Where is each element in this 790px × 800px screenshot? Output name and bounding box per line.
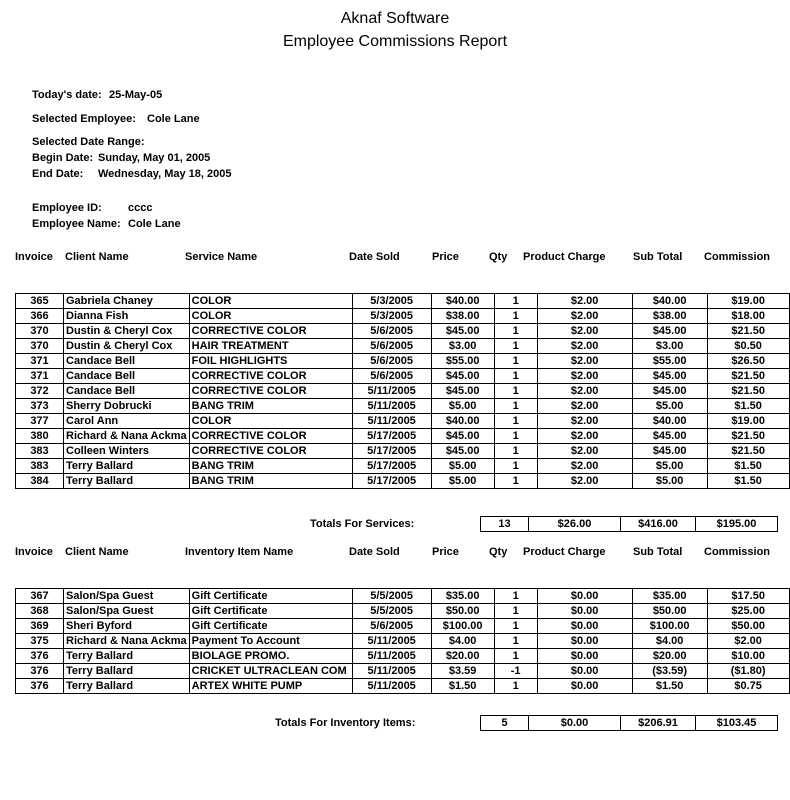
qty-cell: 1	[494, 634, 537, 649]
subtotal-cell: $38.00	[632, 309, 707, 324]
subtotal-cell: $45.00	[632, 429, 707, 444]
table-row	[16, 384, 790, 399]
subtotal-cell: $45.00	[632, 369, 707, 384]
client-name-cell: Salon/Spa Guest	[64, 604, 190, 619]
col-price-header: Price	[432, 251, 459, 263]
client-name-cell: Dustin & Cheryl Cox	[64, 324, 190, 339]
inv-col-date-header: Date Sold	[349, 546, 400, 558]
table-row	[16, 649, 790, 664]
client-name-cell: Gabriela Chaney	[64, 294, 190, 309]
invoice-cell: 365	[16, 294, 64, 309]
subtotal-cell: $5.00	[632, 459, 707, 474]
item-name-cell: BANG TRIM	[189, 474, 352, 489]
commission-cell: $18.00	[707, 309, 789, 324]
end-date-value: Wednesday, May 18, 2005	[98, 168, 232, 180]
price-cell: $1.50	[431, 679, 494, 694]
inv-col-qty-header: Qty	[489, 546, 508, 558]
begin-date-value: Sunday, May 01, 2005	[98, 152, 211, 164]
product-charge-cell: $0.00	[537, 664, 632, 679]
item-name-cell: Gift Certificate	[189, 619, 352, 634]
employee-id-value: cccc	[128, 202, 153, 214]
client-name-cell: Dianna Fish	[64, 309, 190, 324]
total-commission-cell: $103.45	[696, 716, 778, 731]
client-name-cell: Colleen Winters	[64, 444, 190, 459]
invoice-cell: 373	[16, 399, 64, 414]
price-cell: $50.00	[431, 604, 494, 619]
selected-employee-value: Cole Lane	[147, 113, 200, 125]
date-sold-cell: 5/6/2005	[352, 619, 431, 634]
qty-cell: 1	[494, 649, 537, 664]
table-row	[16, 679, 790, 694]
date-sold-cell: 5/6/2005	[352, 324, 431, 339]
inventory-table	[15, 588, 790, 694]
commission-cell: $25.00	[707, 604, 789, 619]
table-row	[16, 604, 790, 619]
date-sold-cell: 5/5/2005	[352, 604, 431, 619]
inventory-totals	[480, 715, 778, 731]
client-name-cell: Sherry Dobrucki	[64, 399, 190, 414]
qty-cell: 1	[494, 324, 537, 339]
qty-cell: 1	[494, 399, 537, 414]
table-row	[16, 634, 790, 649]
subtotal-cell: $5.00	[632, 474, 707, 489]
services-totals-label: Totals For Services:	[310, 518, 415, 530]
price-cell: $100.00	[431, 619, 494, 634]
table-row	[16, 354, 790, 369]
todays-date-label: Today's date:	[32, 89, 102, 101]
table-row	[16, 429, 790, 444]
end-date-label: End Date:	[32, 168, 84, 180]
qty-cell: 1	[494, 369, 537, 384]
invoice-cell: 368	[16, 604, 64, 619]
product-charge-cell: $2.00	[537, 429, 632, 444]
qty-cell: -1	[494, 664, 537, 679]
product-charge-cell: $0.00	[537, 649, 632, 664]
commission-cell: $21.50	[707, 429, 789, 444]
table-row	[16, 459, 790, 474]
price-cell: $45.00	[431, 369, 494, 384]
item-name-cell: CORRECTIVE COLOR	[189, 384, 352, 399]
qty-cell: 1	[494, 354, 537, 369]
product-charge-cell: $0.00	[537, 619, 632, 634]
product-charge-cell: $2.00	[537, 309, 632, 324]
date-sold-cell: 5/11/2005	[352, 664, 431, 679]
qty-cell: 1	[494, 429, 537, 444]
date-sold-cell: 5/3/2005	[352, 309, 431, 324]
qty-cell: 1	[494, 444, 537, 459]
totals-row	[481, 517, 778, 532]
commission-cell: $17.50	[707, 589, 789, 604]
client-name-cell: Sheri Byford	[64, 619, 190, 634]
price-cell: $35.00	[431, 589, 494, 604]
invoice-cell: 370	[16, 324, 64, 339]
subtotal-cell: $45.00	[632, 444, 707, 459]
subtotal-cell: $55.00	[632, 354, 707, 369]
subtotal-cell: $5.00	[632, 399, 707, 414]
product-charge-cell: $0.00	[537, 604, 632, 619]
col-service-header: Service Name	[185, 251, 258, 263]
invoice-cell: 383	[16, 444, 64, 459]
date-sold-cell: 5/6/2005	[352, 339, 431, 354]
commission-cell: $26.50	[707, 354, 789, 369]
table-row	[16, 619, 790, 634]
table-row	[16, 399, 790, 414]
table-row	[16, 339, 790, 354]
price-cell: $4.00	[431, 634, 494, 649]
invoice-cell: 384	[16, 474, 64, 489]
price-cell: $45.00	[431, 384, 494, 399]
date-sold-cell: 5/6/2005	[352, 354, 431, 369]
subtotal-cell: $3.00	[632, 339, 707, 354]
price-cell: $45.00	[431, 429, 494, 444]
price-cell: $20.00	[431, 649, 494, 664]
qty-cell: 1	[494, 414, 537, 429]
date-sold-cell: 5/11/2005	[352, 679, 431, 694]
item-name-cell: CORRECTIVE COLOR	[189, 429, 352, 444]
item-name-cell: Payment To Account	[189, 634, 352, 649]
commission-cell: $19.00	[707, 294, 789, 309]
commission-cell: $21.50	[707, 324, 789, 339]
employee-name-label: Employee Name:	[32, 218, 121, 230]
qty-cell: 1	[494, 474, 537, 489]
qty-cell: 1	[494, 459, 537, 474]
invoice-cell: 370	[16, 339, 64, 354]
item-name-cell: CORRECTIVE COLOR	[189, 324, 352, 339]
item-name-cell: ARTEX WHITE PUMP	[189, 679, 352, 694]
client-name-cell: Terry Ballard	[64, 649, 190, 664]
commission-cell: $21.50	[707, 444, 789, 459]
price-cell: $5.00	[431, 399, 494, 414]
invoice-cell: 376	[16, 679, 64, 694]
selected-range-label: Selected Date Range:	[32, 136, 145, 148]
table-row	[16, 444, 790, 459]
commission-cell: $10.00	[707, 649, 789, 664]
client-name-cell: Dustin & Cheryl Cox	[64, 339, 190, 354]
col-date-header: Date Sold	[349, 251, 400, 263]
item-name-cell: Gift Certificate	[189, 604, 352, 619]
item-name-cell: COLOR	[189, 294, 352, 309]
inv-col-commission-header: Commission	[704, 546, 771, 558]
price-cell: $3.59	[431, 664, 494, 679]
price-cell: $5.00	[431, 459, 494, 474]
product-charge-cell: $2.00	[537, 384, 632, 399]
total-product-charge-cell: $26.00	[529, 517, 621, 532]
qty-cell: 1	[494, 339, 537, 354]
subtotal-cell: $4.00	[632, 634, 707, 649]
qty-cell: 1	[494, 294, 537, 309]
invoice-cell: 369	[16, 619, 64, 634]
product-charge-cell: $2.00	[537, 459, 632, 474]
product-charge-cell: $2.00	[537, 339, 632, 354]
services-totals	[480, 516, 778, 532]
price-cell: $5.00	[431, 474, 494, 489]
total-commission-cell: $195.00	[696, 517, 778, 532]
product-charge-cell: $2.00	[537, 369, 632, 384]
invoice-cell: 375	[16, 634, 64, 649]
qty-cell: 1	[494, 679, 537, 694]
commission-cell: $50.00	[707, 619, 789, 634]
total-subtotal-cell: $416.00	[621, 517, 696, 532]
total-product-charge-cell: $0.00	[529, 716, 621, 731]
col-invoice-header: Invoice	[15, 251, 53, 263]
date-sold-cell: 5/6/2005	[352, 369, 431, 384]
subtotal-cell: $100.00	[632, 619, 707, 634]
invoice-cell: 366	[16, 309, 64, 324]
total-subtotal-cell: $206.91	[621, 716, 696, 731]
item-name-cell: CRICKET ULTRACLEAN COM	[189, 664, 352, 679]
employee-name-value: Cole Lane	[128, 218, 181, 230]
table-row	[16, 589, 790, 604]
col-client-header: Client Name	[65, 251, 129, 263]
total-qty-cell: 5	[481, 716, 529, 731]
item-name-cell: COLOR	[189, 414, 352, 429]
subtotal-cell: $40.00	[632, 414, 707, 429]
date-sold-cell: 5/11/2005	[352, 634, 431, 649]
product-charge-cell: $2.00	[537, 324, 632, 339]
commission-cell: $1.50	[707, 459, 789, 474]
invoice-cell: 367	[16, 589, 64, 604]
item-name-cell: BIOLAGE PROMO.	[189, 649, 352, 664]
subtotal-cell: ($3.59)	[632, 664, 707, 679]
col-qty-header: Qty	[489, 251, 508, 263]
product-charge-cell: $2.00	[537, 294, 632, 309]
client-name-cell: Terry Ballard	[64, 664, 190, 679]
price-cell: $55.00	[431, 354, 494, 369]
price-cell: $40.00	[431, 294, 494, 309]
invoice-cell: 376	[16, 664, 64, 679]
price-cell: $45.00	[431, 324, 494, 339]
client-name-cell: Salon/Spa Guest	[64, 589, 190, 604]
total-qty-cell: 13	[481, 517, 529, 532]
date-sold-cell: 5/11/2005	[352, 399, 431, 414]
col-charge-header: Product Charge	[523, 251, 606, 263]
date-sold-cell: 5/17/2005	[352, 474, 431, 489]
table-row	[16, 664, 790, 679]
date-sold-cell: 5/17/2005	[352, 444, 431, 459]
price-cell: $38.00	[431, 309, 494, 324]
commission-cell: $2.00	[707, 634, 789, 649]
services-table	[15, 293, 790, 489]
commission-cell: $21.50	[707, 369, 789, 384]
product-charge-cell: $2.00	[537, 399, 632, 414]
product-charge-cell: $2.00	[537, 474, 632, 489]
invoice-cell: 380	[16, 429, 64, 444]
date-sold-cell: 5/17/2005	[352, 429, 431, 444]
subtotal-cell: $40.00	[632, 294, 707, 309]
selected-employee-label: Selected Employee:	[32, 113, 136, 125]
col-commission-header: Commission	[704, 251, 771, 263]
price-cell: $3.00	[431, 339, 494, 354]
subtotal-cell: $20.00	[632, 649, 707, 664]
table-row	[16, 294, 790, 309]
item-name-cell: CORRECTIVE COLOR	[189, 444, 352, 459]
invoice-cell: 377	[16, 414, 64, 429]
date-sold-cell: 5/11/2005	[352, 414, 431, 429]
totals-row	[481, 716, 778, 731]
table-row	[16, 369, 790, 384]
item-name-cell: HAIR TREATMENT	[189, 339, 352, 354]
item-name-cell: BANG TRIM	[189, 399, 352, 414]
invoice-cell: 371	[16, 369, 64, 384]
client-name-cell: Candace Bell	[64, 369, 190, 384]
subtotal-cell: $45.00	[632, 384, 707, 399]
employee-id-label: Employee ID:	[32, 202, 102, 214]
item-name-cell: BANG TRIM	[189, 459, 352, 474]
col-subtotal-header: Sub Total	[633, 251, 683, 263]
client-name-cell: Carol Ann	[64, 414, 190, 429]
product-charge-cell: $0.00	[537, 679, 632, 694]
todays-date-value: 25-May-05	[109, 89, 163, 101]
client-name-cell: Candace Bell	[64, 384, 190, 399]
subtotal-cell: $35.00	[632, 589, 707, 604]
company-name: Aknaf Software	[340, 10, 450, 27]
price-cell: $45.00	[431, 444, 494, 459]
inventory-totals-label: Totals For Inventory Items:	[275, 717, 416, 729]
begin-date-label: Begin Date:	[32, 152, 94, 164]
subtotal-cell: $1.50	[632, 679, 707, 694]
invoice-cell: 376	[16, 649, 64, 664]
client-name-cell: Candace Bell	[64, 354, 190, 369]
qty-cell: 1	[494, 589, 537, 604]
client-name-cell: Terry Ballard	[64, 679, 190, 694]
invoice-cell: 371	[16, 354, 64, 369]
client-name-cell: Terry Ballard	[64, 459, 190, 474]
qty-cell: 1	[494, 604, 537, 619]
product-charge-cell: $0.00	[537, 589, 632, 604]
commission-cell: $0.50	[707, 339, 789, 354]
invoice-cell: 383	[16, 459, 64, 474]
commission-cell: $0.75	[707, 679, 789, 694]
client-name-cell: Richard & Nana Ackma	[64, 634, 190, 649]
product-charge-cell: $0.00	[537, 634, 632, 649]
date-sold-cell: 5/3/2005	[352, 294, 431, 309]
inv-col-client-header: Client Name	[65, 546, 129, 558]
commission-cell: $21.50	[707, 384, 789, 399]
product-charge-cell: $2.00	[537, 444, 632, 459]
table-row	[16, 474, 790, 489]
item-name-cell: Gift Certificate	[189, 589, 352, 604]
product-charge-cell: $2.00	[537, 414, 632, 429]
date-sold-cell: 5/11/2005	[352, 384, 431, 399]
qty-cell: 1	[494, 309, 537, 324]
date-sold-cell: 5/11/2005	[352, 649, 431, 664]
date-sold-cell: 5/5/2005	[352, 589, 431, 604]
inv-col-item-header: Inventory Item Name	[185, 546, 294, 558]
product-charge-cell: $2.00	[537, 354, 632, 369]
item-name-cell: COLOR	[189, 309, 352, 324]
client-name-cell: Terry Ballard	[64, 474, 190, 489]
table-row	[16, 324, 790, 339]
inv-col-invoice-header: Invoice	[15, 546, 53, 558]
inv-col-price-header: Price	[432, 546, 459, 558]
table-row	[16, 414, 790, 429]
report-title: Employee Commissions Report	[282, 33, 508, 50]
inv-col-subtotal-header: Sub Total	[633, 546, 683, 558]
subtotal-cell: $50.00	[632, 604, 707, 619]
client-name-cell: Richard & Nana Ackma	[64, 429, 190, 444]
invoice-cell: 372	[16, 384, 64, 399]
qty-cell: 1	[494, 384, 537, 399]
date-sold-cell: 5/17/2005	[352, 459, 431, 474]
commission-cell: ($1.80)	[707, 664, 789, 679]
table-row	[16, 309, 790, 324]
commission-cell: $19.00	[707, 414, 789, 429]
price-cell: $40.00	[431, 414, 494, 429]
subtotal-cell: $45.00	[632, 324, 707, 339]
commission-cell: $1.50	[707, 474, 789, 489]
item-name-cell: CORRECTIVE COLOR	[189, 369, 352, 384]
item-name-cell: FOIL HIGHLIGHTS	[189, 354, 352, 369]
commission-cell: $1.50	[707, 399, 789, 414]
inv-col-charge-header: Product Charge	[523, 546, 606, 558]
qty-cell: 1	[494, 619, 537, 634]
